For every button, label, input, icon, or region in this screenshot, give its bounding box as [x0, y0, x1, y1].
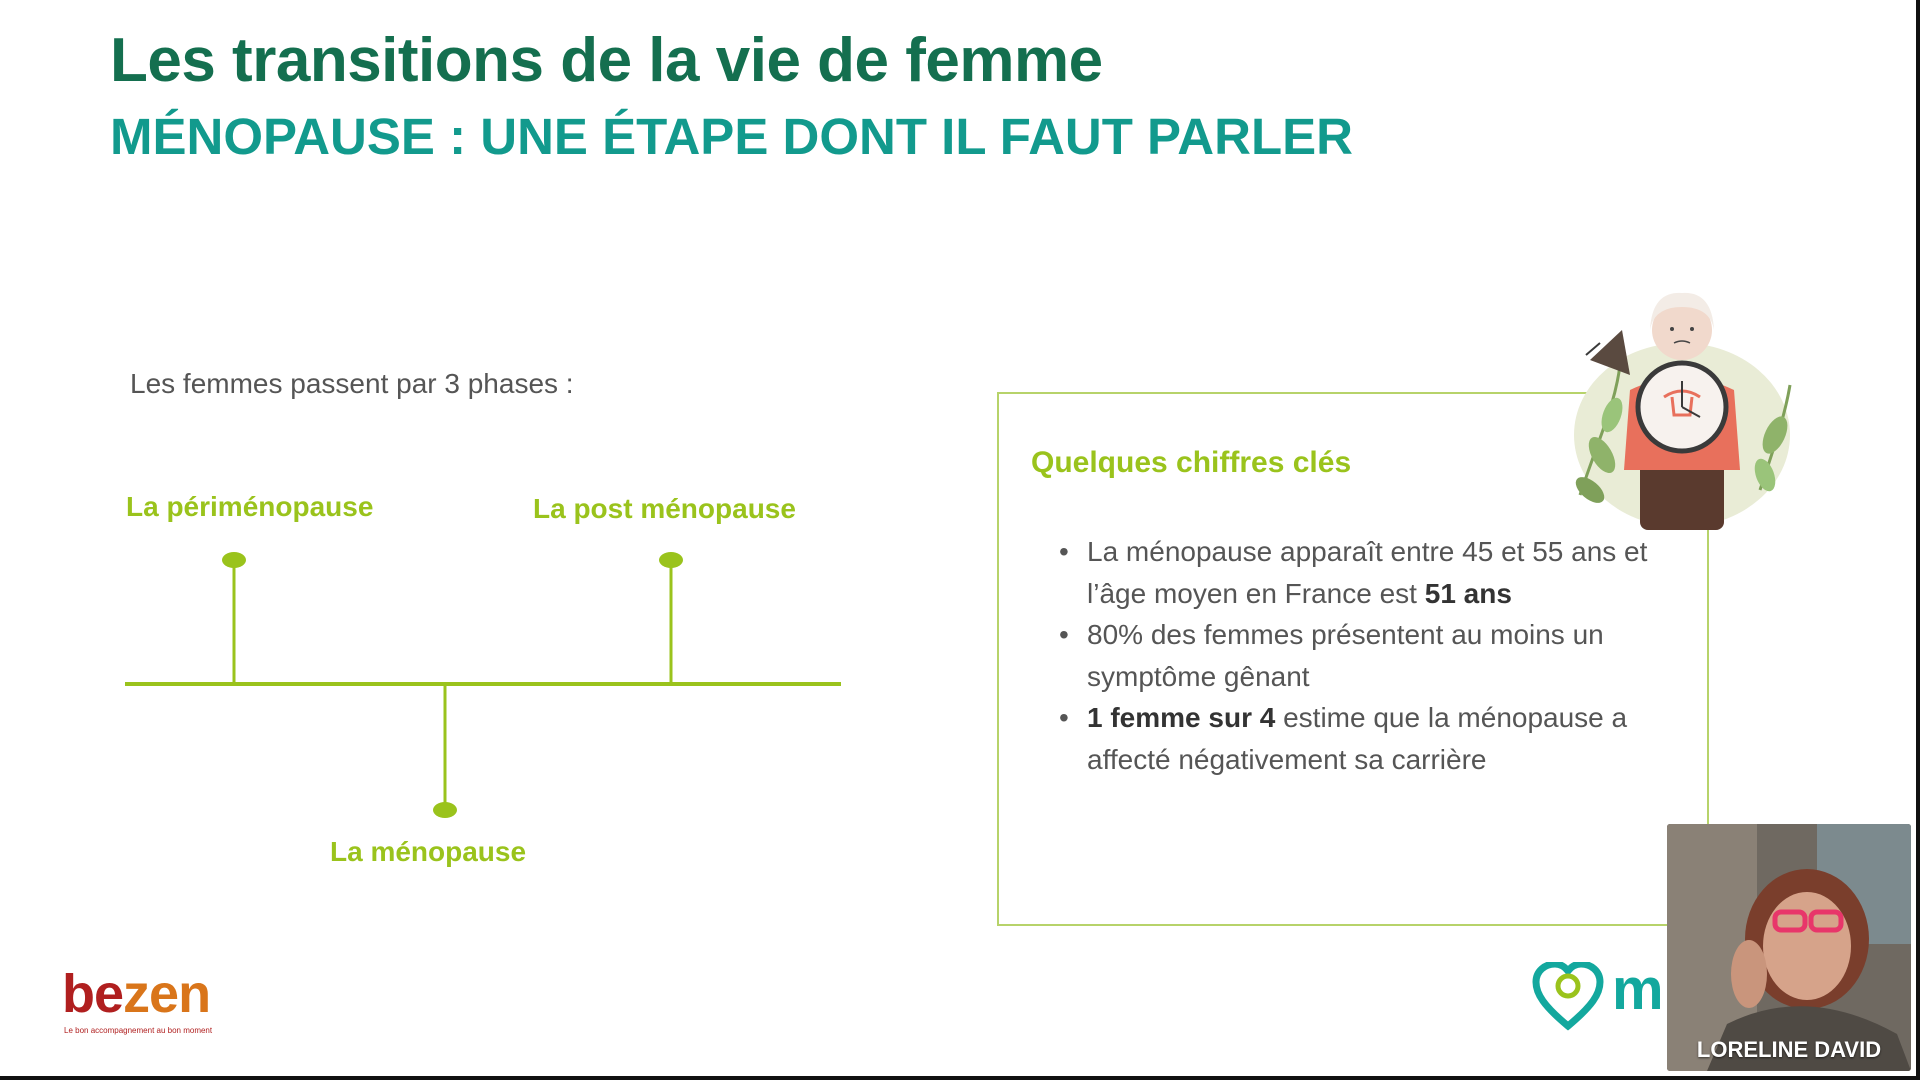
timeline-marker-menopause [433, 802, 457, 818]
participant-name-label: LORELINE DAVID [1696, 1037, 1882, 1062]
bezen-tagline: Le bon accompagnement au bon moment [64, 1026, 213, 1035]
phase-label-menopause: La ménopause [330, 836, 527, 867]
timeline-marker-postmenopause [659, 552, 683, 568]
slide-subtitle: MÉNOPAUSE : UNE ÉTAPE DONT IL FAUT PARLER [110, 108, 1353, 165]
key-figures-list [1059, 531, 1699, 780]
phase-label-perimenopause: La périménopause [126, 491, 374, 522]
window-bottom-edge [0, 1076, 1920, 1080]
intro-text: Les femmes passent par 3 phases : [130, 368, 574, 399]
bezen-logo: bezen Le bon accompagnement au bon moment [62, 964, 213, 1035]
participant-video-tile[interactable] [1667, 824, 1911, 1071]
key-figure-item: • La ménopause apparaît entre 45 et 55 ans et l’âge moyen en France est 51 ans [1059, 531, 1699, 614]
partner-logo-letter: m [1612, 957, 1664, 1022]
timeline-marker-perimenopause [222, 552, 246, 568]
woman-clock-illustration [1560, 285, 1800, 530]
slide-title: Les transitions de la vie de femme [110, 26, 1103, 95]
key-figure-item: • 1 femme sur 4 estime que la ménopause a affecté négativement sa carrière [1059, 697, 1699, 780]
participant-video-feed [1667, 824, 1911, 1071]
window-right-edge [1916, 0, 1920, 1080]
partner-logo [1532, 957, 1672, 1032]
key-figures-title: Quelques chiffres clés [1031, 446, 1352, 479]
key-figure-item: • 80% des femmes présentent au moins un symptôme gênant [1059, 614, 1699, 697]
phase-label-postmenopause: La post ménopause [533, 493, 796, 524]
heart-location-icon [1532, 962, 1604, 1032]
